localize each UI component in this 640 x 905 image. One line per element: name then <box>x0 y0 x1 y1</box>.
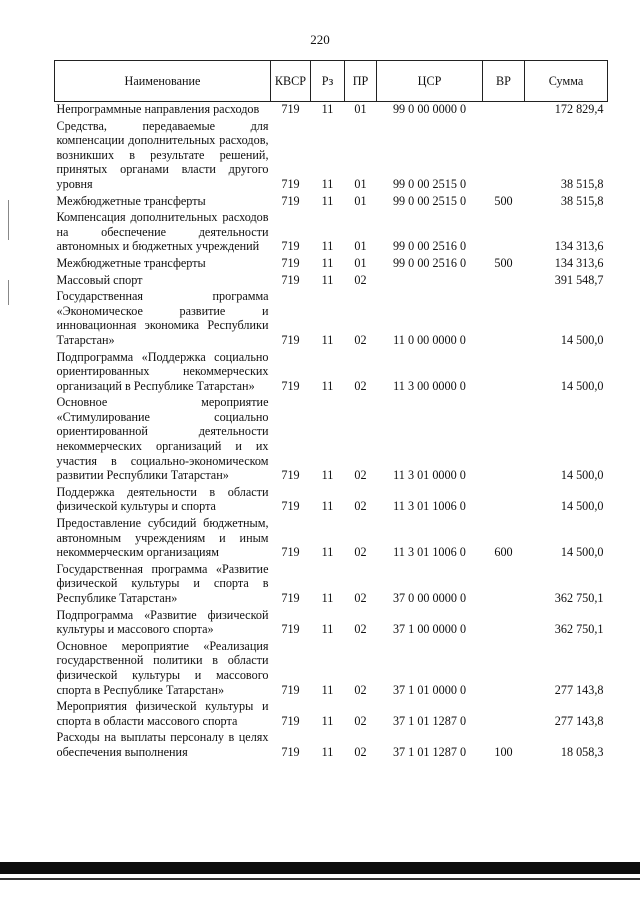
cell-name: Межбюджетные трансферты <box>56 255 206 270</box>
table-row <box>55 485 608 516</box>
cell-kvsr: 719 <box>281 378 300 393</box>
scan-artifact <box>8 200 9 240</box>
cell-pr: 02 <box>354 332 367 347</box>
cell-pr: 01 <box>354 255 367 270</box>
cell-sum: 362 750,1 <box>554 622 604 637</box>
cell-rz: 11 <box>321 332 334 347</box>
budget-table <box>54 60 608 762</box>
table-row <box>55 395 608 485</box>
cell-csr: 99 0 00 2515 0 <box>392 193 467 208</box>
cell-sum: 38 515,8 <box>560 176 604 191</box>
cell-vr <box>483 699 525 730</box>
cell-rz: 11 <box>321 591 334 605</box>
cell-sum: 172 829,4 <box>554 102 604 116</box>
cell-csr: 99 0 00 2515 0 <box>392 176 467 191</box>
cell-rz: 11 <box>321 102 334 116</box>
cell-kvsr: 719 <box>281 102 300 116</box>
cell-vr <box>483 608 525 639</box>
header-sum: Сумма <box>525 61 608 102</box>
cell-csr: 99 0 00 0000 0 <box>392 102 467 116</box>
cell-sum: 134 313,6 <box>554 239 604 254</box>
cell-vr <box>483 119 525 194</box>
cell-rz: 11 <box>321 272 334 287</box>
cell-sum: 14 500,0 <box>560 499 604 514</box>
cell-csr: 11 3 01 1006 0 <box>393 499 466 514</box>
cell-csr: 37 1 01 1287 0 <box>392 713 467 728</box>
cell-kvsr: 719 <box>281 622 300 637</box>
header-name: Наименование <box>55 61 271 102</box>
header-pr: ПР <box>345 61 377 102</box>
cell-kvsr: 719 <box>281 713 300 728</box>
cell-vr: 500 <box>494 255 513 270</box>
cell-rz: 11 <box>321 378 334 393</box>
cell-vr <box>483 350 525 396</box>
table-row <box>55 119 608 194</box>
cell-kvsr: 719 <box>281 499 300 514</box>
header-kvsr: КВСР <box>271 61 311 102</box>
cell-name: Предоставление субсидий бюджетным, автономным учреждениям и иным некоммерческим организациям <box>56 516 269 560</box>
cell-rz: 11 <box>321 193 334 208</box>
cell-name: Непрограммные направления расходов <box>56 102 260 116</box>
cell-vr <box>483 289 525 349</box>
cell-rz: 11 <box>321 255 334 270</box>
cell-vr: 500 <box>494 193 513 208</box>
cell-vr <box>483 210 525 256</box>
cell-kvsr: 719 <box>281 332 300 347</box>
cell-pr: 02 <box>354 622 367 637</box>
cell-csr: 37 0 00 0000 0 <box>392 591 467 605</box>
cell-sum: 14 500,0 <box>560 545 604 560</box>
cell-kvsr: 719 <box>281 545 300 560</box>
table-row <box>55 256 608 273</box>
cell-sum: 14 500,0 <box>560 468 604 483</box>
cell-pr: 02 <box>354 378 367 393</box>
cell-pr: 01 <box>354 193 367 208</box>
cell-rz: 11 <box>321 239 334 254</box>
cell-pr: 01 <box>354 239 367 254</box>
cell-csr: 11 3 01 1006 0 <box>393 545 466 560</box>
table-row <box>55 562 608 608</box>
cell-pr: 02 <box>354 713 367 728</box>
cell-kvsr: 719 <box>281 193 300 208</box>
cell-rz: 11 <box>321 622 334 637</box>
table-row <box>55 608 608 639</box>
cell-kvsr: 719 <box>281 272 300 287</box>
cell-kvsr: 719 <box>281 468 300 483</box>
cell-csr: 11 3 01 0000 0 <box>393 468 466 483</box>
table-row <box>55 210 608 256</box>
cell-name: Компенсация дополнительных расходов на обеспечение деятельности автономных и бюджетных учреждений <box>56 210 269 254</box>
cell-kvsr: 719 <box>281 255 300 270</box>
cell-sum: 277 143,8 <box>554 713 604 728</box>
scan-border-line <box>0 878 640 880</box>
cell-rz: 11 <box>321 545 334 560</box>
cell-name: Мероприятия физической культуры и спорта в области массового спорта <box>56 699 269 728</box>
cell-kvsr: 719 <box>281 682 300 697</box>
cell-rz: 11 <box>321 499 334 514</box>
page-number: 220 <box>310 32 330 47</box>
cell-kvsr: 719 <box>281 744 300 759</box>
cell-pr: 01 <box>354 102 367 116</box>
scan-border-bottom <box>0 862 640 874</box>
table-row <box>55 273 608 290</box>
cell-name: Подпрограмма «Развитие физической культуры и массового спорта» <box>56 607 269 637</box>
table-row <box>55 102 608 119</box>
cell-rz: 11 <box>321 682 334 697</box>
header-rz: Рз <box>311 61 345 102</box>
cell-name: Подпрограмма «Поддержка социально ориентированных некоммерческих организаций в Республике Татарстан» <box>56 349 269 393</box>
cell-kvsr: 719 <box>281 176 300 191</box>
cell-pr: 02 <box>354 468 367 483</box>
cell-pr: 02 <box>354 744 367 759</box>
cell-name: Основное мероприятие «Реализация государственной политики в области физической культуры и массового спорта в Республике Татарстан» <box>56 638 269 697</box>
cell-sum: 277 143,8 <box>554 682 604 697</box>
table-row <box>55 194 608 211</box>
cell-kvsr: 719 <box>281 239 300 254</box>
cell-vr <box>483 562 525 608</box>
cell-sum: 134 313,6 <box>554 255 604 270</box>
cell-pr: 02 <box>354 499 367 514</box>
cell-name: Массовый спорт <box>56 272 143 287</box>
header-csr: ЦСР <box>377 61 483 102</box>
cell-vr <box>483 395 525 485</box>
cell-kvsr: 719 <box>281 591 300 605</box>
table-row <box>55 730 608 761</box>
cell-vr: 100 <box>494 744 513 759</box>
scan-artifact <box>8 280 9 305</box>
table-row <box>55 699 608 730</box>
cell-csr: 11 3 00 0000 0 <box>393 378 466 393</box>
cell-rz: 11 <box>321 468 334 483</box>
cell-rz: 11 <box>321 176 334 191</box>
cell-sum: 18 058,3 <box>560 744 604 759</box>
table-row <box>55 516 608 562</box>
cell-sum: 14 500,0 <box>560 378 604 393</box>
cell-sum: 38 515,8 <box>560 193 604 208</box>
cell-csr: 99 0 00 2516 0 <box>392 255 467 270</box>
header-vr: ВР <box>483 61 525 102</box>
cell-name: Средства, передаваемые для компенсации дополнительных расходов, возникших в результате решений, принятых органами власти другого уровня <box>56 118 269 191</box>
table-header-row <box>55 61 608 102</box>
cell-sum: 14 500,0 <box>560 332 604 347</box>
cell-name: Государственная программа «Экономическое развитие и инновационная экономика Республики Татарстан» <box>56 289 269 347</box>
cell-vr <box>483 273 525 290</box>
cell-name: Основное мероприятие «Стимулирование социально ориентированной деятельности некоммерческих организаций и их участия в социально-экономическом развитии Республики Татарстан» <box>56 395 269 483</box>
table-row <box>55 350 608 396</box>
cell-name: Поддержка деятельности в области физической культуры и спорта <box>56 484 269 514</box>
cell-csr: 37 1 00 0000 0 <box>392 622 467 637</box>
table-row <box>55 639 608 699</box>
table-row <box>55 289 608 349</box>
cell-csr: 11 0 00 0000 0 <box>393 332 466 347</box>
cell-name: Государственная программа «Развитие физической культуры и спорта в Республике Татарстан» <box>56 561 269 605</box>
cell-vr <box>483 102 525 119</box>
cell-vr <box>483 639 525 699</box>
cell-csr: 99 0 00 2516 0 <box>392 239 467 254</box>
cell-name: Межбюджетные трансферты <box>56 193 206 208</box>
cell-sum: 362 750,1 <box>554 591 604 605</box>
cell-pr: 02 <box>354 682 367 697</box>
cell-csr: 37 1 01 1287 0 <box>392 744 467 759</box>
cell-vr: 600 <box>494 545 513 560</box>
cell-name: Расходы на выплаты персоналу в целях обеспечения выполнения <box>56 730 269 759</box>
cell-csr: 37 1 01 0000 0 <box>392 682 467 697</box>
cell-rz: 11 <box>321 744 334 759</box>
cell-pr: 02 <box>354 591 367 605</box>
table-body <box>55 102 608 762</box>
cell-vr <box>483 485 525 516</box>
cell-pr: 02 <box>354 545 367 560</box>
cell-sum: 391 548,7 <box>554 272 604 287</box>
cell-pr: 01 <box>354 176 367 191</box>
cell-pr: 02 <box>354 272 367 287</box>
cell-rz: 11 <box>321 713 334 728</box>
cell-csr <box>377 273 483 290</box>
